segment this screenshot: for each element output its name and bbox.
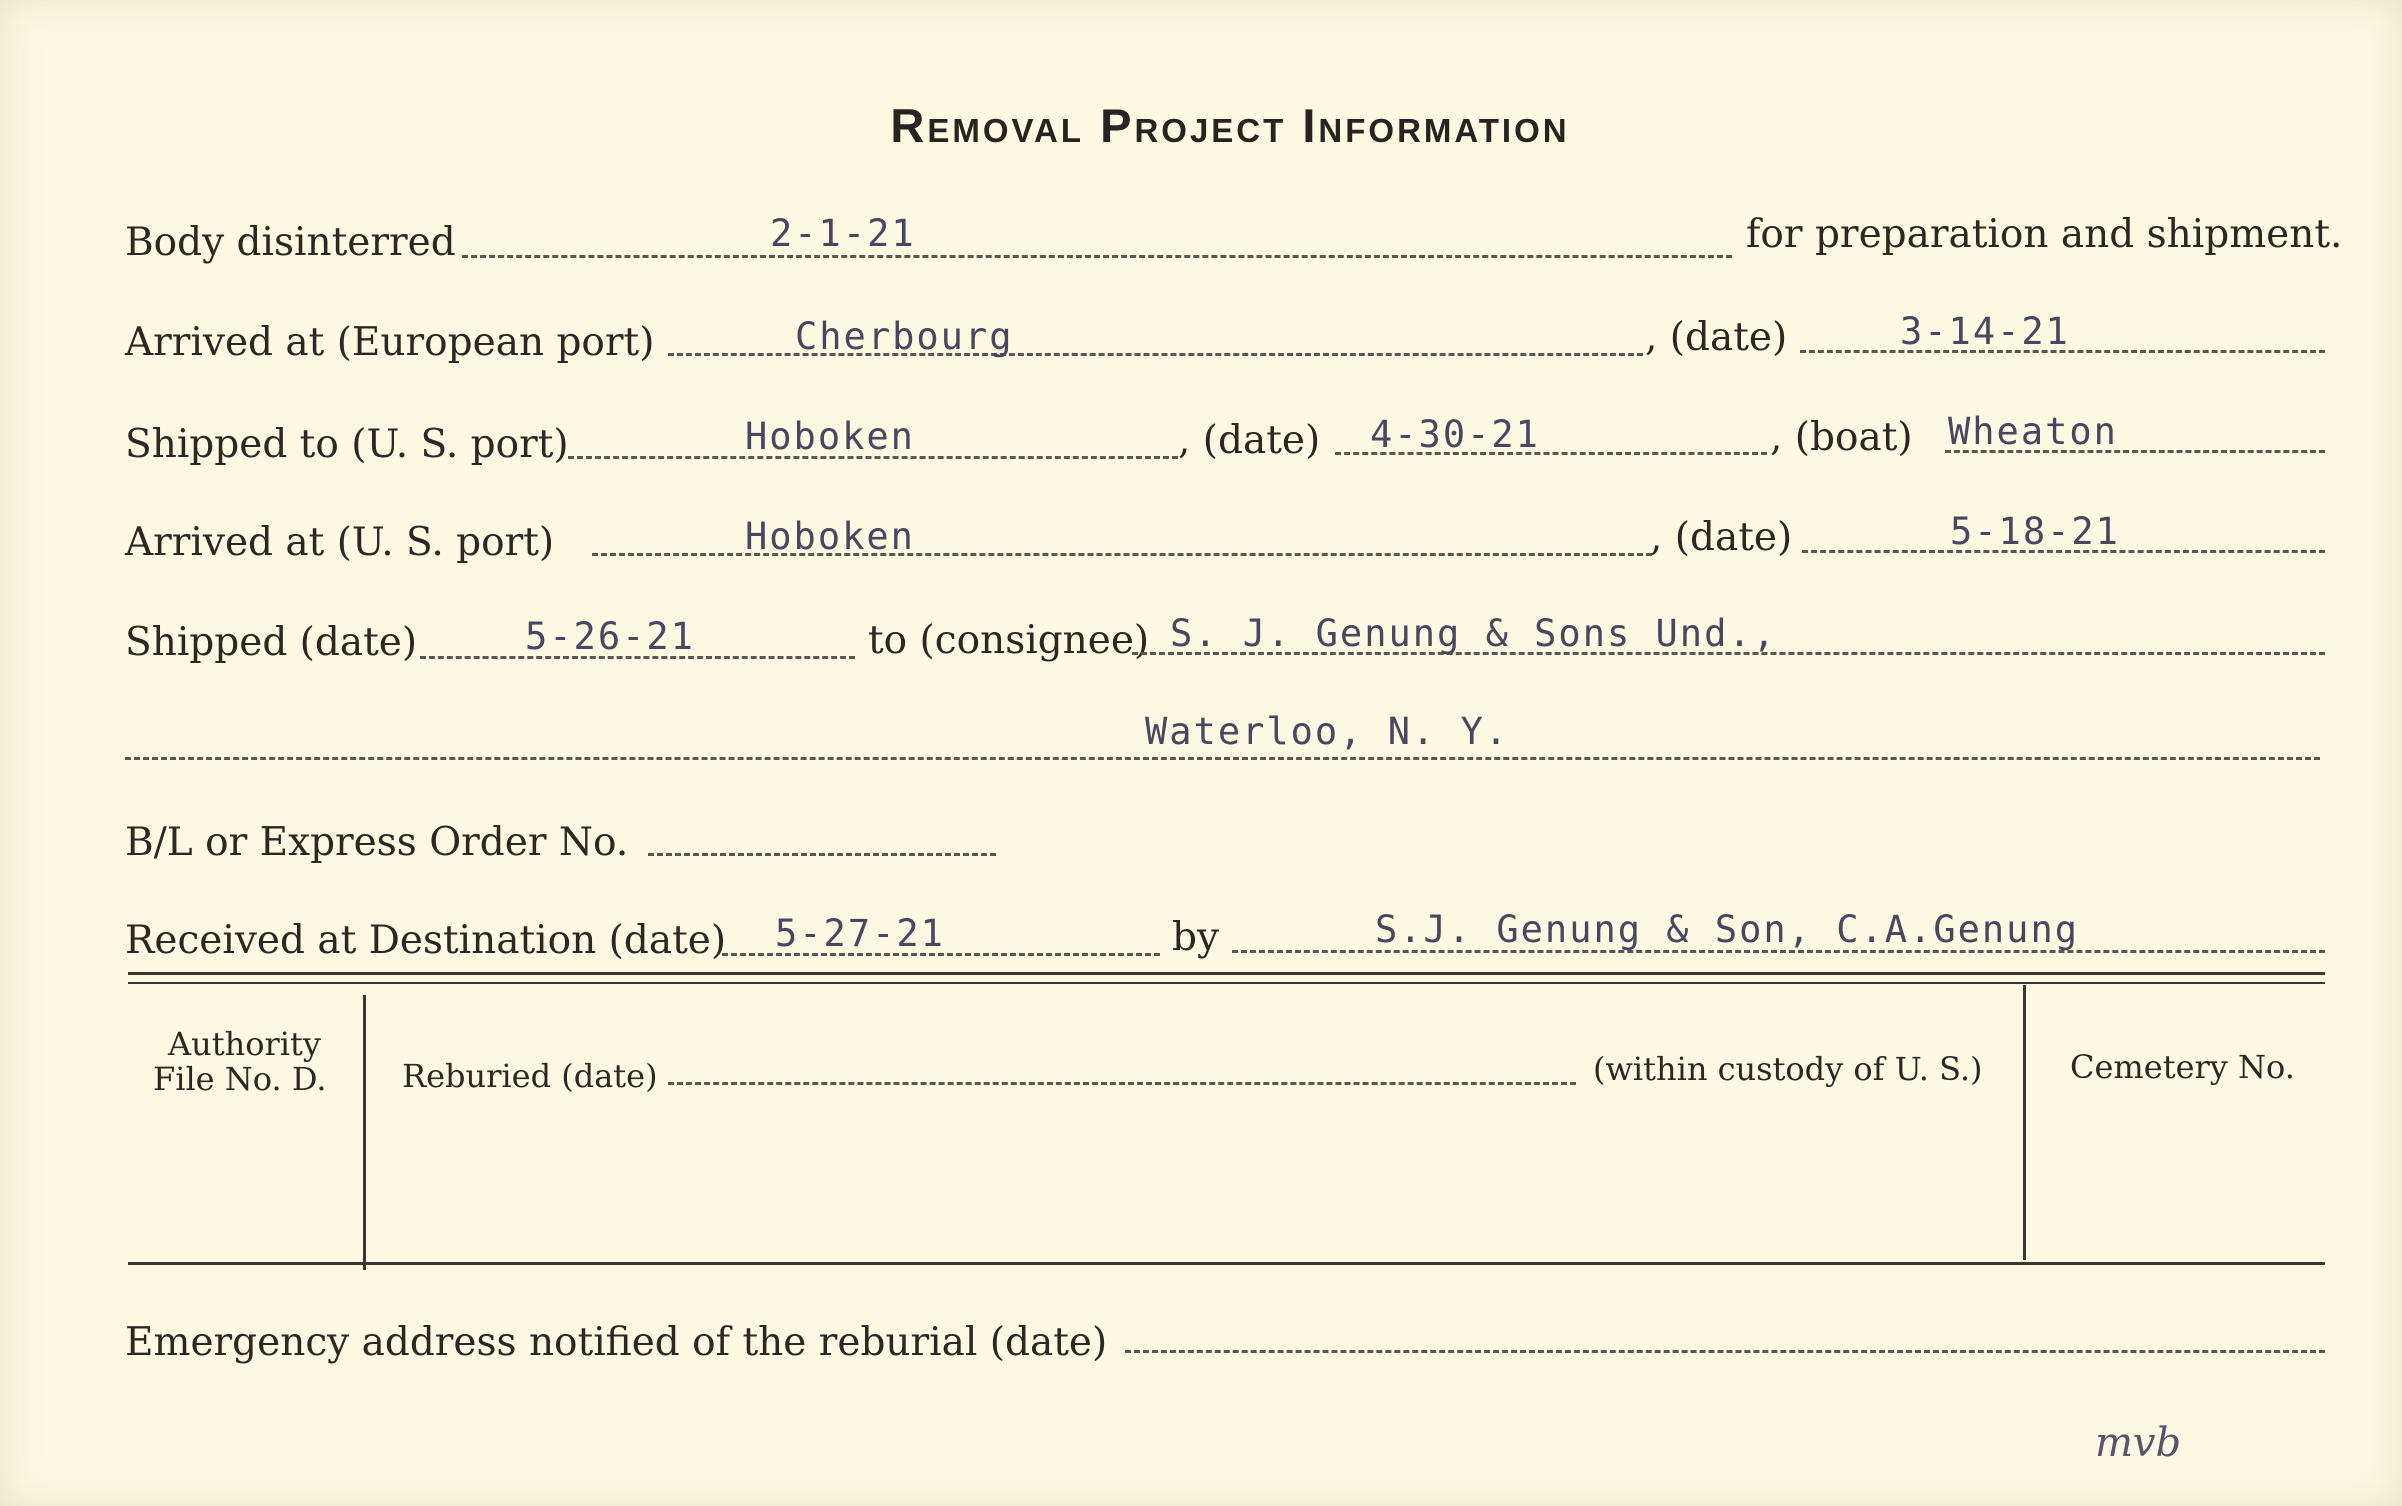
custody-label: (within custody of U. S.) (1593, 1050, 1983, 1088)
disinterred-label: Body disinterred (125, 220, 456, 265)
shipped-date: 5-26-21 (525, 615, 695, 658)
shipped-us-port: Hoboken (745, 415, 915, 458)
arrived-us-date-label: , (date) (1650, 515, 1793, 560)
reburied-line (668, 1082, 1576, 1085)
consignee-value: S. J. Genung & Sons Und., (1170, 612, 1777, 655)
received-by: S.J. Genung & Son, C.A.Genung (1375, 908, 2080, 951)
table-top-rule-2 (128, 982, 2325, 984)
emergency-line (1125, 1350, 2325, 1353)
consignee-line-2 (125, 757, 2320, 760)
received-date: 5-27-21 (775, 912, 945, 955)
arrived-eu-label: Arrived at (European port) (125, 320, 655, 365)
arrived-eu-date-label: , (date) (1645, 315, 1788, 360)
shipped-us-date: 4-30-21 (1370, 413, 1540, 456)
received-label: Received at Destination (date) (125, 918, 727, 963)
arrived-eu-port: Cherbourg (795, 315, 1014, 358)
disinterred-suffix: for preparation and shipment. (1746, 212, 2343, 257)
initials-signature: mvb (2095, 1420, 2182, 1466)
arrived-us-date: 5-18-21 (1950, 510, 2120, 553)
reburied-label: Reburied (date) (402, 1057, 658, 1095)
arrived-eu-date: 3-14-21 (1900, 310, 2070, 353)
bl-line (648, 853, 996, 856)
shipped-us-boat: Wheaton (1948, 410, 2118, 453)
arrived-us-port: Hoboken (745, 515, 915, 558)
authority-label-2: File No. D. (153, 1060, 327, 1098)
table-bottom-rule (128, 1262, 2325, 1265)
emergency-label: Emergency address notified of the reburial (date) (125, 1320, 1108, 1365)
disinterred-value: 2-1-21 (770, 212, 916, 255)
shipped-us-label: Shipped to (U. S. port) (125, 422, 569, 467)
consignee-label: to (consignee) (868, 618, 1150, 663)
received-by-label: by (1172, 915, 1219, 960)
table-divider-right (2023, 985, 2026, 1260)
shipped-us-date-label: , (date) (1178, 418, 1321, 463)
table-top-rule (128, 972, 2325, 975)
disinterred-line (462, 255, 1732, 258)
bl-label: B/L or Express Order No. (125, 820, 629, 865)
consignee-address: Waterloo, N. Y. (1145, 710, 1510, 753)
shipped-date-label: Shipped (date) (125, 620, 418, 665)
arrived-us-label: Arrived at (U. S. port) (125, 520, 555, 565)
cemetery-label: Cemetery No. (2070, 1048, 2295, 1086)
shipped-us-boat-label: , (boat) (1770, 415, 1913, 460)
authority-label-1: Authority (168, 1025, 321, 1063)
card-title: Removal Project Information (890, 99, 1570, 152)
table-divider-left (363, 995, 366, 1270)
